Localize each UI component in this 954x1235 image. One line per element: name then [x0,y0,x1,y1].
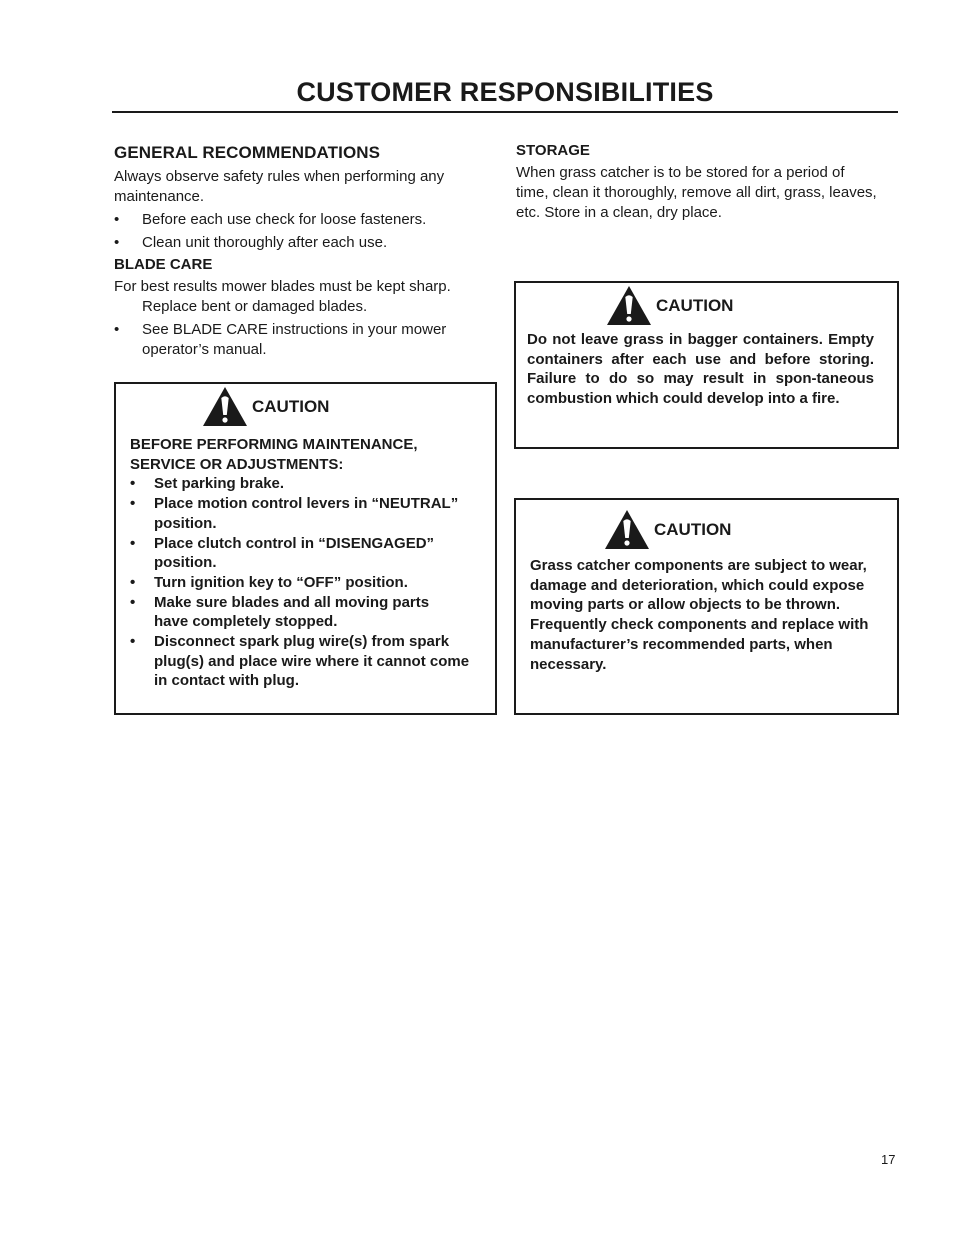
general-intro: Always observe safety rules when performing any maintenance. [114,168,445,205]
blade-care-intro: For best results mower blades must be kept sharp. Replace bent or damaged blades. [114,278,451,315]
storage-heading: STORAGE [516,142,590,159]
caution-box-bagger [514,281,899,449]
right-column [516,142,886,223]
warning-icon [202,386,248,427]
general-bullets [114,210,494,253]
list-item-text: Set parking brake. [154,475,285,493]
caution-header [606,285,733,326]
bullet: • [130,573,136,591]
warning-icon [606,285,652,326]
bullet: • [130,633,136,651]
bullet: • [114,321,120,338]
list-item [130,474,485,494]
caution-label: CAUTION [252,396,330,416]
list-item [130,593,485,632]
bullet: • [130,593,136,611]
list-item-text: Clean unit thoroughly after each use. [142,234,388,251]
page-title: CUSTOMER RESPONSIBILITIES [296,77,714,107]
left-column [114,143,494,363]
caution-bagger-text: Do not leave grass in bagger containers. Empty containers after each use and before storing. Failure to do so may result in spon-taneous combustion which could develop into a fire. [527,331,874,408]
caution-maintenance-intro: BEFORE PERFORMING MAINTENANCE, SERVICE OR ADJUSTMENTS: [130,436,418,473]
list-item-text: Place motion control levers in “NEUTRAL” position. [154,495,459,532]
caution-maintenance-body [130,435,485,691]
list-item [114,320,494,360]
list-item [114,233,494,253]
title-rule [112,111,898,113]
list-item [130,632,485,691]
blade-care-bullets [114,320,494,360]
list-item [130,494,485,533]
list-item-text: Place clutch control in “DISENGAGED” position. [154,534,435,572]
warning-icon [604,509,650,550]
bullet: • [130,475,136,493]
bullet: • [114,211,120,228]
general-recommendations-heading: GENERAL RECOMMENDATIONS [114,143,381,162]
list-item [130,573,485,593]
bullet: • [130,495,136,513]
caution-components-text: Grass catcher components are subject to wear, damage and deterioration, which could expose moving parts or allow objects to be thrown. Frequently check components and replace with manufacturer’s recommended parts, when necessary. [530,557,869,673]
storage-text: When grass catcher is to be stored for a period of time, clean it thoroughly, remove all dirt, grass, leaves, etc. Store in a clean, dry place. [516,164,877,221]
caution-box-maintenance [114,382,497,715]
list-item [114,210,494,230]
list-item-text: Make sure blades and all moving parts have completely stopped. [154,593,430,631]
list-item-text: Disconnect spark plug wire(s) from spark plug(s) and place wire where it cannot come in contact with plug. [154,633,470,690]
caution-maintenance-list [130,474,485,691]
list-item-text: Before each use check for loose fasteners. [142,211,427,228]
caution-label: CAUTION [654,519,732,539]
list-item-text: Turn ignition key to “OFF” position. [154,573,408,591]
bullet: • [130,534,136,552]
caution-label: CAUTION [656,295,734,315]
caution-header [604,509,731,550]
blade-care-heading: BLADE CARE [114,256,213,273]
list-item [130,534,485,573]
page-number: 17 [881,1152,896,1167]
caution-box-components [514,498,899,715]
caution-header [202,386,329,427]
bullet: • [114,234,120,251]
list-item-text: See BLADE CARE instructions in your mower operator’s manual. [142,321,447,358]
